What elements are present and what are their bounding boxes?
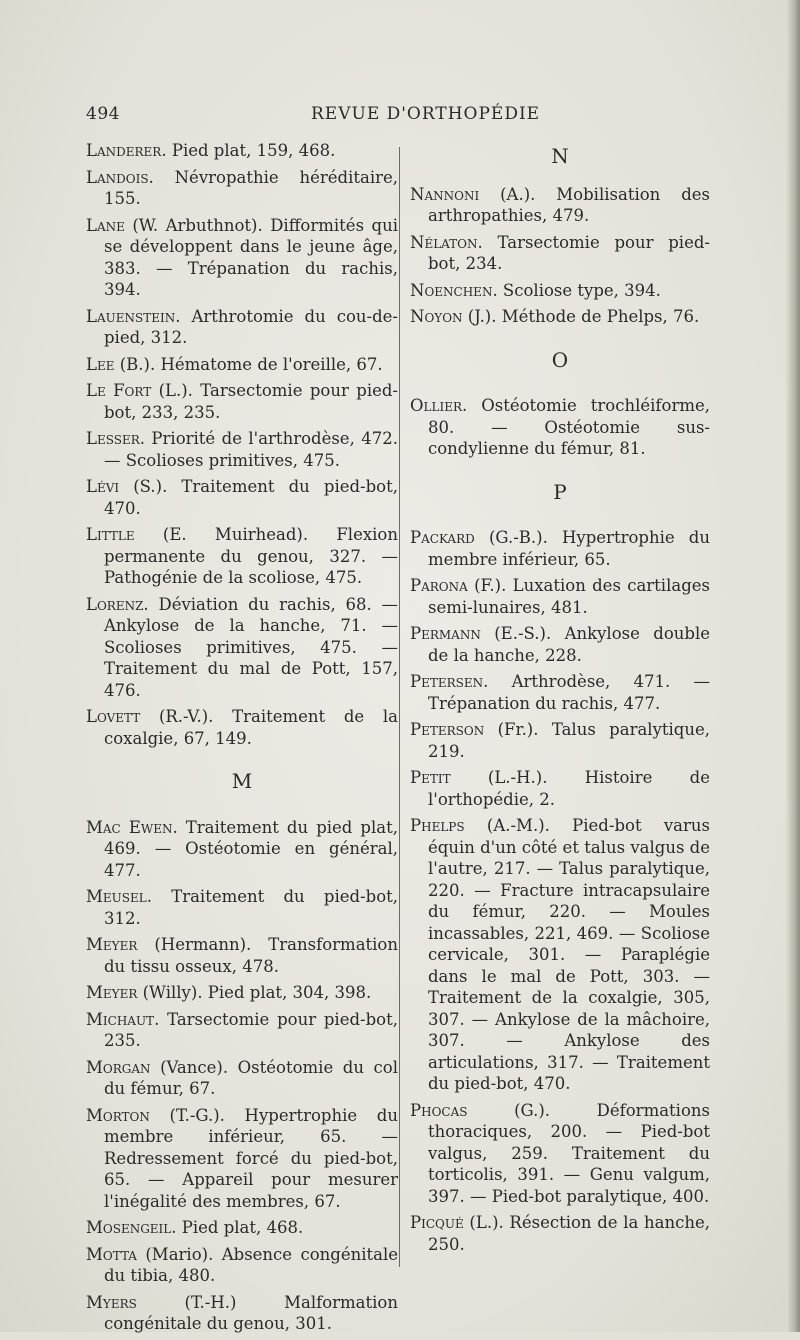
- index-entry: [86, 1009, 398, 1052]
- entry-text: (G.-B.). Hypertrophie du membre inférieur, 65.: [428, 528, 710, 569]
- author-name: Lovett: [86, 707, 141, 726]
- left-column: [86, 140, 398, 1340]
- author-name: Morton: [86, 1105, 150, 1125]
- author-name: Petit: [410, 768, 451, 787]
- entry-text: (R.-V.). Traitement de la coxalgie, 67, 149.: [104, 707, 398, 748]
- author-name: Mosengeil.: [86, 1218, 177, 1237]
- author-name: Meyer: [86, 935, 138, 954]
- index-entry: [86, 524, 398, 589]
- index-entry: [86, 934, 398, 977]
- index-entry: [86, 1057, 398, 1100]
- entry-text: Ostéotomie trochléiforme, 80. — Ostéotomie sus-condylienne du fémur, 81.: [428, 396, 710, 458]
- index-entry: [410, 767, 710, 810]
- entry-text: (G.). Déformations thoraciques, 200. — Pied-bot valgus, 259. Traitement du torticolis, 391. — Genu valgum, 397. — Pied-bot paralytique, 400.: [428, 1100, 710, 1206]
- index-entry: [410, 1212, 710, 1255]
- index-entry: [410, 575, 710, 618]
- entry-text: (L.). Résection de la hanche, 250.: [428, 1213, 710, 1254]
- running-title: REVUE D'ORTHOPÉDIE: [311, 104, 541, 124]
- entry-text: Arthrotomie du cou-de-pied, 312.: [104, 306, 398, 347]
- index-entry: [410, 623, 710, 666]
- author-name: Permann: [410, 624, 481, 643]
- author-name: Nélaton.: [410, 232, 483, 252]
- author-name: Lee: [86, 354, 115, 374]
- entry-text: Tarsectomie pour pied-bot, 235.: [104, 1009, 398, 1050]
- author-name: Little: [86, 525, 135, 544]
- index-entry: [86, 982, 398, 1004]
- author-name: Peterson: [410, 720, 485, 739]
- author-name: Ollier.: [410, 396, 468, 415]
- entry-text: Névropathie héréditaire, 155.: [104, 167, 398, 208]
- entry-text: (B.). Hématome de l'oreille, 67.: [114, 354, 383, 374]
- entry-text: (T.-H.) Malformation congénitale du genou, 301.: [104, 1292, 398, 1333]
- entry-text: (Vance). Ostéotomie du col du fémur, 67.: [104, 1057, 398, 1098]
- index-entry: [86, 140, 398, 162]
- page-edge: [786, 0, 800, 1332]
- index-entry: [86, 306, 398, 349]
- entry-text: Déviation du rachis, 68. — Ankylose de la hanche, 71. — Scolioses primitives, 475. — Traitement du mal de Pott, 157, 476.: [104, 594, 398, 700]
- entry-text: (Hermann). Transformation du tissu osseux, 478.: [104, 935, 398, 976]
- index-entry: [86, 215, 398, 301]
- index-entry: [86, 1292, 398, 1335]
- author-name: Myers: [86, 1292, 137, 1312]
- author-name: Petersen.: [410, 672, 489, 691]
- index-entry: [410, 815, 710, 1095]
- author-name: Lévi: [86, 477, 120, 496]
- index-entry: [86, 380, 398, 423]
- section-letter: M: [231, 769, 253, 793]
- entry-text: (F.). Luxation des cartilages semi-lunaires, 481.: [428, 576, 710, 617]
- index-entry: [410, 527, 710, 570]
- author-name: Noenchen.: [410, 280, 498, 300]
- entry-text: Traitement du pied-bot, 312.: [104, 887, 398, 928]
- entry-text: (E. Muirhead). Flexion permanente du genou, 327. — Pathogénie de la scoliose, 475.: [104, 525, 398, 587]
- index-entry: [410, 719, 710, 762]
- entry-text: Tarsectomie pour pied-bot, 234.: [428, 232, 710, 273]
- author-name: Landerer.: [86, 141, 167, 160]
- entry-text: (S.). Traitement du pied-bot, 470.: [104, 477, 398, 518]
- author-name: Meyer: [86, 983, 138, 1002]
- author-name: Meusel.: [86, 887, 152, 906]
- entry-text: Pied plat, 159, 468.: [166, 141, 336, 160]
- author-name: Motta: [86, 1244, 137, 1264]
- entry-text: (Mario). Absence congénitale du tibia, 480.: [104, 1244, 398, 1285]
- entry-text: (A.). Mobilisation des arthropathies, 479.: [428, 184, 710, 225]
- index-entry: [410, 1100, 710, 1208]
- section-letter: O: [551, 347, 569, 372]
- index-entry: [86, 167, 398, 210]
- page-number: 494: [86, 104, 120, 124]
- index-entry: [86, 886, 398, 929]
- author-name: Packard: [410, 528, 475, 547]
- entry-text: Scoliose type, 394.: [497, 280, 661, 300]
- author-name: Lane: [86, 215, 125, 235]
- index-entry: [86, 1217, 398, 1239]
- index-entry: [410, 671, 710, 714]
- author-name: Lauenstein.: [86, 306, 181, 326]
- entry-text: (L.). Tarsectomie pour pied-bot, 233, 235.: [104, 381, 398, 422]
- entry-text: Pied plat, 468.: [176, 1218, 304, 1237]
- entry-text: Priorité de l'arthrodèse, 472. — Scolioses primitives, 475.: [104, 429, 398, 470]
- author-name: Morgan: [86, 1057, 151, 1077]
- index-entry: [86, 354, 398, 376]
- author-name: Noyon: [410, 307, 463, 326]
- entry-text: (E.-S.). Ankylose double de la hanche, 228.: [428, 624, 710, 665]
- right-column: [410, 140, 710, 1260]
- section-letter: P: [553, 479, 567, 504]
- index-entry: [410, 280, 710, 302]
- author-name: Parona: [410, 576, 468, 595]
- index-entry: [410, 184, 710, 227]
- entry-text: (W. Arbuthnot). Difformités qui se développent dans le jeune âge, 383. — Trépanation du rachis, 394.: [104, 215, 398, 299]
- index-entry: [410, 395, 710, 460]
- entry-text: (T.-G.). Hypertrophie du membre inférieur, 65. — Redressement forcé du pied-bot, 65. — Appareil pour mesurer l'inégalité des membres, 67.: [104, 1105, 398, 1211]
- entry-text: (Willy). Pied plat, 304, 398.: [137, 983, 372, 1002]
- entry-text: (A.-M.). Pied-bot varus équin d'un côté et talus valgus de l'autre, 217. — Talus paralytique, 220. — Fracture intracapsulaire du fémur, 220. — Moules incassables, 221, 469. — Scoliose cervicale, 301. — Paraplégie dans le mal de Pott, 303. — Traitement de la coxalgie, 305, 307. — Ankylose de la mâchoire, 307. — Ankylose des articulations, 317. — Traitement du pied-bot, 470.: [428, 816, 710, 1093]
- index-entry: [86, 706, 398, 749]
- index-entry: [86, 476, 398, 519]
- author-name: Nannoni: [410, 184, 480, 204]
- author-name: Le Fort: [86, 381, 152, 400]
- author-name: Phocas: [410, 1100, 468, 1120]
- index-entry: [86, 1244, 398, 1287]
- index-entry: [86, 594, 398, 702]
- index-entry: [86, 428, 398, 471]
- page-header: [86, 104, 706, 128]
- entry-text: Arthrodèse, 471. — Trépanation du rachis, 477.: [428, 672, 710, 713]
- section-letter: N: [551, 144, 569, 168]
- author-name: Picqué: [410, 1213, 464, 1232]
- index-entry: [86, 1105, 398, 1213]
- entry-text: (L.-H.). Histoire de l'orthopédie, 2.: [428, 768, 710, 809]
- author-name: Mac Ewen.: [86, 817, 178, 837]
- column-divider: [399, 147, 400, 1267]
- entry-text: Traitement du pied plat, 469. — Ostéotomie en général, 477.: [104, 817, 398, 880]
- author-name: Lesser.: [86, 429, 145, 448]
- author-name: Landois.: [86, 167, 154, 187]
- author-name: Phelps: [410, 816, 465, 835]
- entry-text: (Fr.). Talus paralytique, 219.: [428, 720, 710, 761]
- index-entry: [410, 232, 710, 275]
- entry-text: (J.). Méthode de Phelps, 76.: [462, 307, 700, 326]
- author-name: Michaut.: [86, 1009, 160, 1029]
- index-entry: [410, 306, 710, 328]
- index-entry: [86, 817, 398, 882]
- author-name: Lorenz.: [86, 594, 149, 614]
